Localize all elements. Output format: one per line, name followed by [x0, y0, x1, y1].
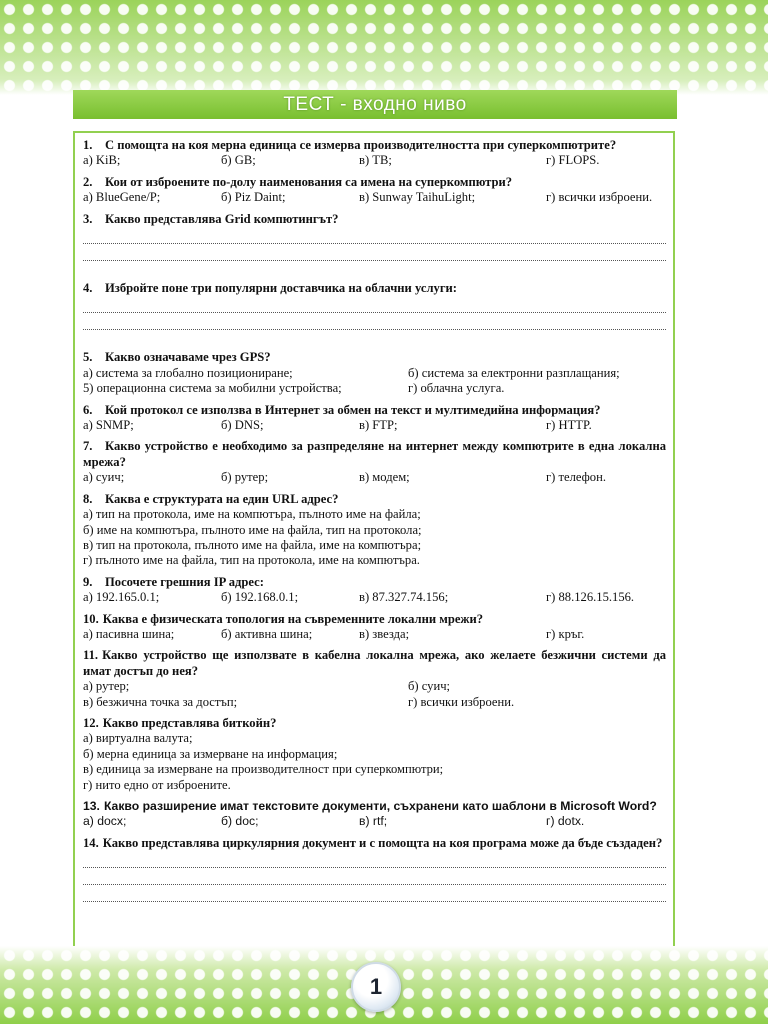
option-d: г) нито едно от изброените. [83, 777, 231, 792]
option-a: а) рутер; [83, 679, 130, 694]
question-2 [83, 175, 666, 206]
question-13 [83, 799, 666, 830]
question-6 [83, 403, 666, 434]
answer-line[interactable] [83, 227, 666, 244]
option-b: б) система за електронни разплащания; [408, 365, 620, 380]
question-3 [83, 212, 666, 275]
option-b: б) Piz Daint; [221, 190, 286, 205]
option-a: а) KiB; [83, 153, 121, 168]
question-text: 9. Посочете грешния IP адрес: [83, 574, 264, 589]
answer-options [83, 814, 666, 829]
option-a: а) тип на протокола, име на компютъра, пълното име на файла; [83, 507, 421, 522]
question-9 [83, 575, 666, 606]
option-b: б) 192.168.0.1; [221, 590, 299, 605]
option-b: б) doc; [221, 814, 259, 829]
option-d: г) всички изброени. [408, 694, 515, 709]
answer-options [83, 627, 666, 642]
option-a: а) 192.165.0.1; [83, 590, 160, 605]
answer-options [83, 470, 666, 485]
option-b: б) активна шина; [221, 626, 313, 641]
question-1 [83, 138, 666, 169]
option-b: б) име на компютъра, пълното име на файла, тип на протокола; [83, 522, 422, 537]
option-d: г) всички изброени. [546, 190, 653, 205]
option-a: а) docx; [83, 814, 127, 829]
title-bar [73, 90, 677, 119]
page-number: 1 [369, 974, 383, 999]
option-d: г) 88.126.15.156. [546, 590, 635, 605]
option-d: г) телефон. [546, 470, 606, 485]
answer-line[interactable] [83, 851, 666, 868]
option-d: г) пълното име на файла, тип на протокола, име на компютъра. [83, 553, 420, 568]
answer-options [83, 381, 666, 396]
answer-options [83, 418, 666, 433]
option-b: б) DNS; [221, 418, 264, 433]
question-7 [83, 439, 666, 485]
option-d: г) облачна услуга. [408, 381, 505, 396]
answer-options [83, 190, 666, 205]
option-c: в) тип на протокола, пълното име на файла, име на компютъра; [83, 537, 422, 552]
option-a: а) система за глобално позициониране; [83, 365, 293, 380]
question-text: 10. Каква е физическата топология на съвременните локални мрежи? [83, 611, 484, 626]
question-text: 8. Каква е структурата на един URL адрес? [83, 491, 339, 506]
question-text: 11. Какво устройство ще използвате в кабелна локална мрежа, ако желаете безжични системи да имат достъп до нея? [83, 648, 666, 678]
option-a: а) BlueGene/P; [83, 190, 161, 205]
option-c: в) TB; [359, 153, 392, 168]
page-number-badge [351, 962, 401, 1012]
answer-line[interactable] [83, 868, 666, 885]
question-text: 2. Кои от изброените по-долу наименования са имена на суперкомпютри? [83, 174, 513, 189]
option-c: в) модем; [359, 470, 410, 485]
question-8 [83, 492, 666, 569]
option-c: в) единица за измерване на производителност при суперкомпютри; [83, 762, 444, 777]
option-b: б) суич; [408, 679, 451, 694]
option-b: б) GB; [221, 153, 256, 168]
option-a: а) виртуална валута; [83, 731, 193, 746]
option-c: в) FTP; [359, 418, 398, 433]
answer-options [83, 695, 666, 710]
question-14 [83, 836, 666, 902]
answer-line[interactable] [83, 313, 666, 330]
answer-options [83, 366, 666, 381]
option-d: г) dotx. [546, 814, 585, 829]
option-c: в) rtf; [359, 814, 388, 829]
option-d: г) HTTP. [546, 418, 592, 433]
answer-line[interactable] [83, 244, 666, 261]
option-c: в) Sunway TaihuLight; [359, 190, 476, 205]
answer-line[interactable] [83, 296, 666, 313]
question-text: 3. Какво представлява Grid компютингът? [83, 211, 339, 226]
question-text: 13. Какво разширение имат текстовите документи, съхранени като шаблони в Microsoft Word? [83, 799, 657, 813]
option-d: г) FLOPS. [546, 153, 600, 168]
question-text: 14. Какво представлява циркулярния документ и с помощта на коя програма може да бъде създаден? [83, 835, 663, 850]
question-text: 4. Избройте поне три популярни доставчика на облачни услуги: [83, 281, 457, 296]
answer-options [83, 590, 666, 605]
question-text: 7. Какво устройство е необходимо за разпределяне на интернет между компютрите в една локална мрежа? [83, 439, 666, 469]
option-a: а) пасивна шина; [83, 626, 175, 641]
option-a: а) суич; [83, 470, 125, 485]
question-11 [83, 648, 666, 710]
question-text: 12. Какво представлява биткойн? [83, 715, 277, 730]
option-c: в) 87.327.74.156; [359, 590, 449, 605]
option-b: б) рутер; [221, 470, 269, 485]
option-d: г) кръг. [546, 626, 585, 641]
option-b: б) мерна единица за измерване на информация; [83, 746, 338, 761]
page-title: ТЕСТ - входно ниво [283, 93, 467, 115]
option-a: а) SNMP; [83, 418, 134, 433]
answer-options [83, 153, 666, 168]
question-text: 1. С помощта на коя мерна единица се измерва производителността при суперкомпютрите? [83, 138, 617, 152]
question-text: 6. Кой протокол се използва в Интернет за обмен на текст и мултимедийна информация? [83, 402, 601, 417]
question-text: 5. Какво означаваме чрез GPS? [83, 350, 271, 365]
answer-line[interactable] [83, 885, 666, 902]
top-decor-band [0, 0, 768, 95]
question-10 [83, 612, 666, 643]
option-c: в) безжична точка за достъп; [83, 694, 238, 709]
question-12 [83, 716, 666, 793]
answer-options [83, 679, 666, 694]
question-4 [83, 281, 666, 344]
question-5 [83, 350, 666, 396]
option-c: в) звезда; [359, 626, 410, 641]
option-c: 5) операционна система за мобилни устройства; [83, 381, 342, 396]
test-box [73, 131, 675, 948]
